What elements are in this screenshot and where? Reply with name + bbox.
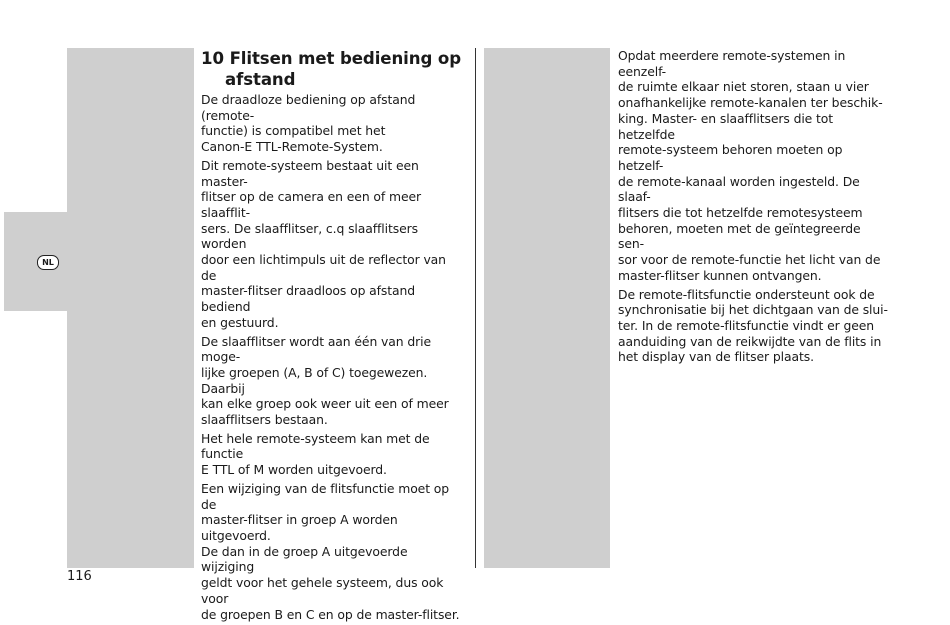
right-text-column xyxy=(618,48,888,368)
section-title: 10 Flitsen met bediening op afstand xyxy=(201,49,461,89)
paragraph: Het hele remote-systeem kan met de functie E TTL of M worden uitgevoerd. xyxy=(201,430,430,478)
paragraph: De remote-flitsfunctie ondersteunt ook de synchronisatie bij het dichtgaan van de slui- ter. In de remote-flitsfunctie vindt er geen aanduiding van de reikwijdte van de flits in het display van de flitser plaats. xyxy=(618,286,888,365)
paragraph: Opdat meerdere remote-systemen in eenzelf- de ruimte elkaar niet storen, staan u vier onafhankelijke remote-kanalen ter beschik- king. Master- en slaafflitsers die tot hetzelfde remote-systeem behoren moeten op hetzelf- de remote-kanaal worden ingesteld. De slaaf- flitsers die tot hetzelfde remotesysteem behoren, moeten met de geïntegreerde sen- sor voor de remote-functie het licht van de master-flitser kunnen ontvangen. xyxy=(618,48,883,283)
paragraph: De draadloze bediening op afstand (remote- functie) is compatibel met het Canon-E TTL-Remote-System. xyxy=(201,92,416,155)
language-badge: NL xyxy=(37,255,59,270)
paragraph: Een wijziging van de flitsfunctie moet op de master-flitser in groep A worden uitgevoerd. De dan in de groep A uitgevoerde wijziging geldt voor het gehele systeem, dus ook voor de groepen B en C en op de master-flitser. xyxy=(201,480,460,622)
left-text-column xyxy=(201,49,463,625)
right-margin-bar xyxy=(484,48,610,568)
column-divider xyxy=(475,48,476,568)
page-number: 116 xyxy=(67,569,92,584)
left-margin-bar xyxy=(67,48,194,568)
paragraph: Dit remote-systeem bestaat uit een master- flitser op de camera en een of meer slaafflit- sers. De slaafflitser, c.q slaafflitsers worden door een lichtimpuls uit de reflector van de master-flitser draadloos op afstand bediend en gestuurd. xyxy=(201,157,446,330)
paragraph: De slaafflitser wordt aan één van drie moge- lijke groepen (A, B of C) toegewezen. Daarbij kan elke groep ook weer uit een of meer slaafflitsers bestaan. xyxy=(201,333,449,428)
